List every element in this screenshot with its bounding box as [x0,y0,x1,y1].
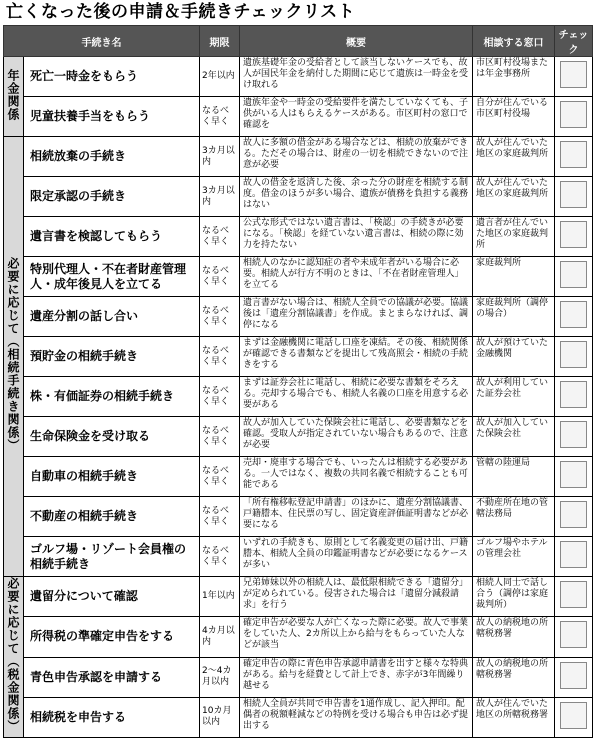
table-row [4,297,593,337]
procedure-name: 預貯金の相続手続き [24,337,200,377]
check-cell [555,257,593,297]
header-name: 手続き名 [4,26,200,57]
procedure-period: なるべく早く [200,497,240,537]
checkbox[interactable] [560,461,587,488]
procedure-office: ゴルフ場やホテルの管理会社 [473,537,555,577]
procedure-period: 4カ月以内 [200,617,240,657]
header-check: チェック [555,26,593,57]
checkbox[interactable] [560,261,587,288]
category-label: 年金関係 [6,68,20,121]
table-row [4,657,593,697]
table-row [4,57,593,97]
check-cell [555,497,593,537]
category-label: 必要に応じて（相続手続き関係） [6,257,20,452]
check-cell [555,297,593,337]
procedure-summary: 相続人のなかに認知症の者や未成年者がいる場合に必要。相続人が行方不明のときは、「不在者財産管理人」を立てる [240,257,473,297]
procedure-name: 所得税の準確定申告をする [24,617,200,657]
procedure-name: 生命保険金を受け取る [24,417,200,457]
check-cell [555,577,593,617]
procedure-office: 故人が住んでいた地区の所轄税務署 [473,697,555,737]
table-row [4,457,593,497]
checkbox[interactable] [560,662,587,689]
procedure-office: 家庭裁判所 [473,257,555,297]
procedure-period: なるべく早く [200,377,240,417]
procedure-period: 10カ月以内 [200,697,240,737]
procedure-summary: いずれの手続きも、原則として名義変更の届け出、戸籍謄本、相続人全員の印鑑証明書などが必要になるケースが多い [240,537,473,577]
procedure-office: 不動産所在地の管轄法務局 [473,497,555,537]
table-row [4,497,593,537]
procedure-name: 株・有価証券の相続手続き [24,377,200,417]
procedure-name: 遺留分について確認 [24,577,200,617]
procedure-name: 遺言書を検認してもらう [24,217,200,257]
procedure-period: 3カ月以内 [200,137,240,177]
checkbox[interactable] [560,421,587,448]
procedure-period: なるべく早く [200,257,240,297]
procedure-office: 故人が加入していた保険会社 [473,417,555,457]
check-cell [555,657,593,697]
procedure-name: 限定承認の手続き [24,177,200,217]
procedure-period: なるべく早く [200,297,240,337]
check-cell [555,337,593,377]
checkbox[interactable] [560,621,587,648]
procedure-summary: 故人が加入していた保険会社に電話し、必要書類などを確認。受取人が指定されていない場合もあるので、注意が必要 [240,417,473,457]
check-cell [555,417,593,457]
procedure-summary: 故人に多額の借金がある場合などは、相続の放棄ができる。ただその場合は、財産の一切を相続できないので注意が必要 [240,137,473,177]
category-inheritance [4,137,24,577]
procedure-period: 2～4カ月以内 [200,657,240,697]
procedure-office: 故人が住んでいた地区の家庭裁判所 [473,137,555,177]
procedure-period: 2年以内 [200,57,240,97]
check-cell [555,617,593,657]
table-row [4,257,593,297]
procedure-name: 不動産の相続手続き [24,497,200,537]
check-cell [555,57,593,97]
procedure-office: 家庭裁判所（調停の場合） [473,297,555,337]
procedure-name: 相続放棄の手続き [24,137,200,177]
procedure-office: 管轄の陸運局 [473,457,555,497]
procedure-office: 故人が利用していた証券会社 [473,377,555,417]
procedure-summary: 確定申告の際に青色申告承認申請書を出すと様々な特典がある。給与を経費として計上でき、赤字が3年間繰り越せる [240,657,473,697]
checkbox[interactable] [560,341,587,368]
check-cell [555,177,593,217]
procedure-office: 故人の納税地の所轄税務署 [473,657,555,697]
table-row [4,697,593,737]
procedure-name: 死亡一時金をもらう [24,57,200,97]
table-row [4,377,593,417]
page-title: 亡くなった後の申請＆手続きチェックリスト [6,2,356,22]
procedure-summary: 「所有権移転登記申請書」のほかに、遺産分割協議書、戸籍謄本、住民票の写し、固定資産評価証明書などが必要になる [240,497,473,537]
procedure-name: 児童扶養手当をもらう [24,97,200,137]
procedure-summary: 売却・廃車する場合でも、いったんは相続する必要がある。一人ではなく、複数の共同名義で相続することも可能である [240,457,473,497]
check-cell [555,377,593,417]
checkbox[interactable] [560,541,587,568]
procedure-period: なるべく早く [200,457,240,497]
table-row [4,177,593,217]
table-row [4,577,593,617]
procedure-period: 1年以内 [200,577,240,617]
table-row [4,537,593,577]
checkbox[interactable] [560,301,587,328]
procedure-office: 遺言者が住んでいた地区の家庭裁判所 [473,217,555,257]
check-cell [555,217,593,257]
procedure-name: 特別代理人・不在者財産管理人・成年後見人を立てる [24,257,200,297]
checklist-table [3,25,593,738]
procedure-name: 青色申告承認を申請する [24,657,200,697]
header-office: 相談する窓口 [473,26,555,57]
check-cell [555,97,593,137]
table-header-row [4,26,593,57]
header-summary: 概要 [240,26,473,57]
procedure-office: 故人が預けていた金融機関 [473,337,555,377]
procedure-summary: 兄弟姉妹以外の相続人は、最低限相続できる「遺留分」が定められている。侵害された場合は「遺留分減殺請求」を行う [240,577,473,617]
checkbox[interactable] [560,181,587,208]
procedure-summary: 遺族年金や一時金の受給要件を満たしていなくても、子供がいる人はもらえるケースがある。市区町村の窓口で確認を [240,97,473,137]
table-row [4,337,593,377]
procedure-office: 故人の納税地の所轄税務署 [473,617,555,657]
procedure-office: 自分が住んでいる市区町村役場 [473,97,555,137]
checkbox[interactable] [560,141,587,168]
checkbox[interactable] [560,381,587,408]
procedure-name: 相続税を申告する [24,697,200,737]
procedure-name: 自動車の相続手続き [24,457,200,497]
category-tax [4,577,24,738]
check-cell [555,697,593,737]
procedure-name: 遺産分割の話し合い [24,297,200,337]
procedure-office: 故人が住んでいた地区の家庭裁判所 [473,177,555,217]
procedure-summary: まずは金融機関に電話し口座を凍結。その後、相続関係が確認できる書類などを提出して残高照会・相続の手続きをする [240,337,473,377]
procedure-period: なるべく早く [200,97,240,137]
check-cell [555,537,593,577]
procedure-summary: まずは証券会社に電話し、相続に必要な書類をそろえる。売却する場合でも、相続人名義の口座を用意する必要がある [240,377,473,417]
check-cell [555,137,593,177]
table-row [4,617,593,657]
category-label: 必要に応じて（税金関係） [6,577,20,733]
procedure-summary: 遺族基礎年金の受給者として該当しないケースでも、故人が国民年金を納付した期間に応じて遺族は一時金を受け取れる [240,57,473,97]
checkbox[interactable] [560,221,587,248]
procedure-period: 3カ月以内 [200,177,240,217]
table-row [4,97,593,137]
procedure-summary: 確定申告が必要な人が亡くなった際に必要。故人で事業をしていた人、2カ所以上から給与をもらっていた人などが該当 [240,617,473,657]
checkbox[interactable] [560,702,587,729]
checkbox[interactable] [560,501,587,528]
checkbox[interactable] [560,101,587,128]
procedure-period: なるべく早く [200,417,240,457]
check-cell [555,457,593,497]
procedure-summary: 相続人全員が共同で申告書を1通作成し、記入押印。配偶者の税額軽減などの特例を受ける場合も申告は必ず提出する [240,697,473,737]
procedure-period: なるべく早く [200,217,240,257]
table-row [4,137,593,177]
table-row [4,417,593,457]
procedure-summary: 遺言書がない場合は、相続人全員での協議が必要。協議後は「遺産分割協議書」を作成。まとまらなければ、調停になる [240,297,473,337]
procedure-name: ゴルフ場・リゾート会員権の相続手続き [24,537,200,577]
procedure-office: 相続人同士で話し合う（調停は家庭裁判所） [473,577,555,617]
procedure-period: なるべく早く [200,537,240,577]
category-pension [4,57,24,137]
procedure-summary: 故人の借金を返済した後、余った分の財産を相続する制度。借金のほうが多い場合、遺族が債務を負担する義務はない [240,177,473,217]
checkbox[interactable] [560,61,587,88]
procedure-summary: 公式な形式ではない遺言書は、「検認」の手続きが必要になる。「検認」を経ていない遺言書は、相続の際に効力を持たない [240,217,473,257]
table-row [4,217,593,257]
procedure-office: 市区町村役場または年金事務所 [473,57,555,97]
procedure-period: なるべく早く [200,337,240,377]
checkbox[interactable] [560,581,587,608]
header-period: 期限 [200,26,240,57]
